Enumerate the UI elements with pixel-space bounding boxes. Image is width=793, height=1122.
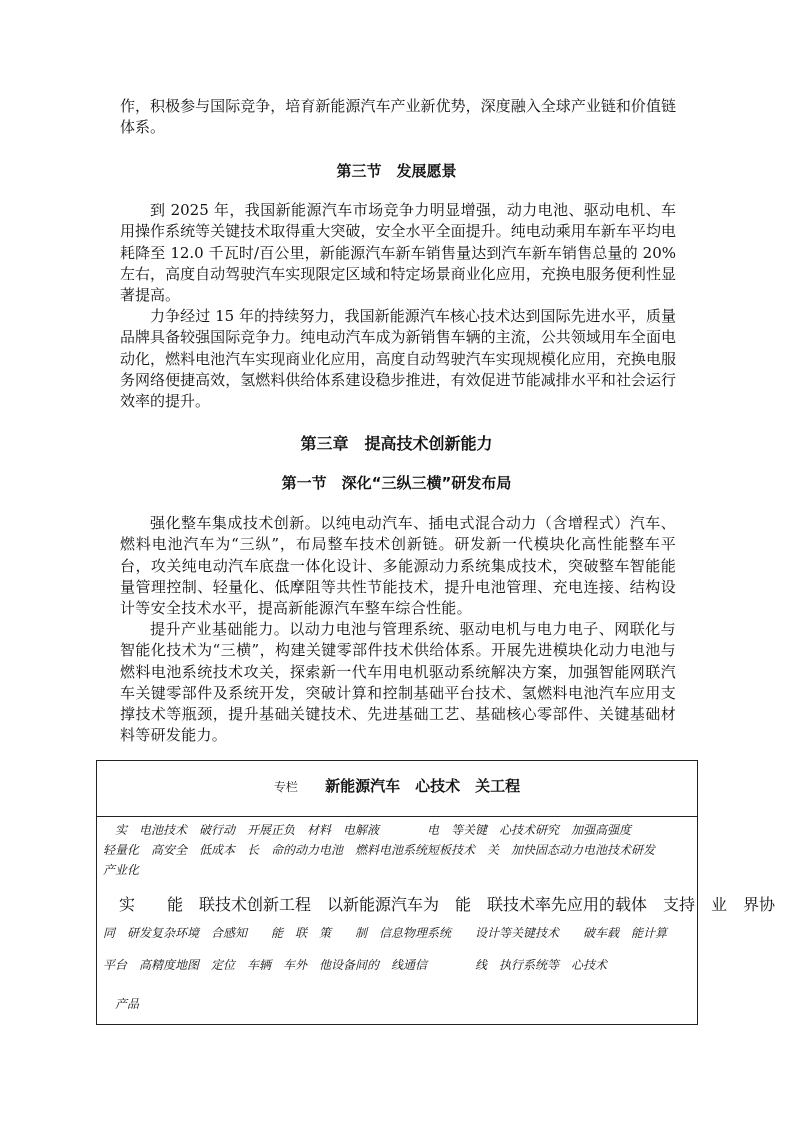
section-1-paragraph-2: 提升产业基础能力。以动力电池与管理系统、驱动电机与电力电子、网联化与智能化技术为“三横”，构建关键零部件技术供给体系。开展先进模块化动力电池与燃料电池系统技术攻关，探索新一代车用电机驱动系统解决方案，加强智能网联汽车关键零部件及系统开发，突破计算和控制基础平台技术、氢燃料电池汽车应用支撑技术等瓶颈，提升基础关键技术、先进基础工艺、基础核心零部件、关键基础材料等研发能力。 [120,620,676,745]
section-3-title: 第三节 发展愿景 [336,162,457,180]
section-1-title: 第一节 深化“三纵三横”研发布局 [281,474,512,492]
box-title-row [97,775,697,796]
section-3-paragraph-2: 力争经过 15 年的持续努力，我国新能源汽车核心技术达到国际先进水平，质量品牌具备较强国际竞争力。纯电动汽车成为新销售车辆的主流，公共领域用车全面电动化，燃料电池汽车实现商业化应用，高度自动驾驶汽车实现规模化应用，充换电服务网络便捷高效，氢燃料供给体系建设稳步推进，有效促进节能减排水平和社会运行效率的提升。 [120,307,676,411]
box-line-2: 轻量化 高安全 低成本 长 命的动力电池 燃料电池系统短板技术 关 加快固态动力电池技术研发 [103,843,656,857]
box-line-7: 产品 [103,997,140,1011]
intro-paragraph: 作，积极参与国际竞争，培育新能源汽车产业新优势，深度融入全球产业链和价值链体系。 [120,97,676,137]
box-line-1: 实 电池技术 破行动 开展正负 材料 电解液 电 等关键 心技术研究 加强高强度 [103,823,632,837]
box-line-4: 实 能 联技术创新工程 以新能源汽车为 能 联技术率先应用的载体 支持 业 界协 [103,895,776,914]
box-line-3: 产业化 [103,863,140,877]
special-column-box [96,760,776,1025]
box-line-6: 平台 高精度地图 定位 车辆 车外 他设备间的 线通信 线 执行系统等 心技术 [103,958,608,972]
box-divider [97,816,697,817]
chapter-3-title: 第三章 提高技术创新能力 [300,434,493,453]
section-3-paragraph-1: 到 2025 年，我国新能源汽车市场竞争力明显增强，动力电池、驱动电机、车用操作系统等关键技术取得重大突破，安全水平全面提升。纯电动乘用车新车平均电耗降至 12.0 千瓦时/百公里，新能源汽车新车销售量达到汽车新车销售总量的 20%左右，高度自动驾驶汽车实现限定区域和特定场景商业化应用，充换电服务便利性显著提高。 [120,201,676,305]
box-line-5: 同 研发复杂环境 合感知 能 联 策 制 信息物理系统 设计等关键技术 破车载 能计算 [103,926,668,940]
section-1-paragraph-1: 强化整车集成技术创新。以纯电动汽车、插电式混合动力（含增程式）汽车、燃料电池汽车为“三纵”，布局整车技术创新链。研发新一代模块化高性能整车平台，攻关纯电动汽车底盘一体化设计、多能源动力系统集成技术，突破整车智能能量管理控制、轻量化、低摩阻等共性节能技术，提升电池管理、充电连接、结构设计等安全技术水平，提高新能源汽车整车综合性能。 [120,514,676,618]
box-tag: 专栏 [273,780,298,794]
box-title: 新能源汽车 心技术 关工程 [325,777,521,795]
